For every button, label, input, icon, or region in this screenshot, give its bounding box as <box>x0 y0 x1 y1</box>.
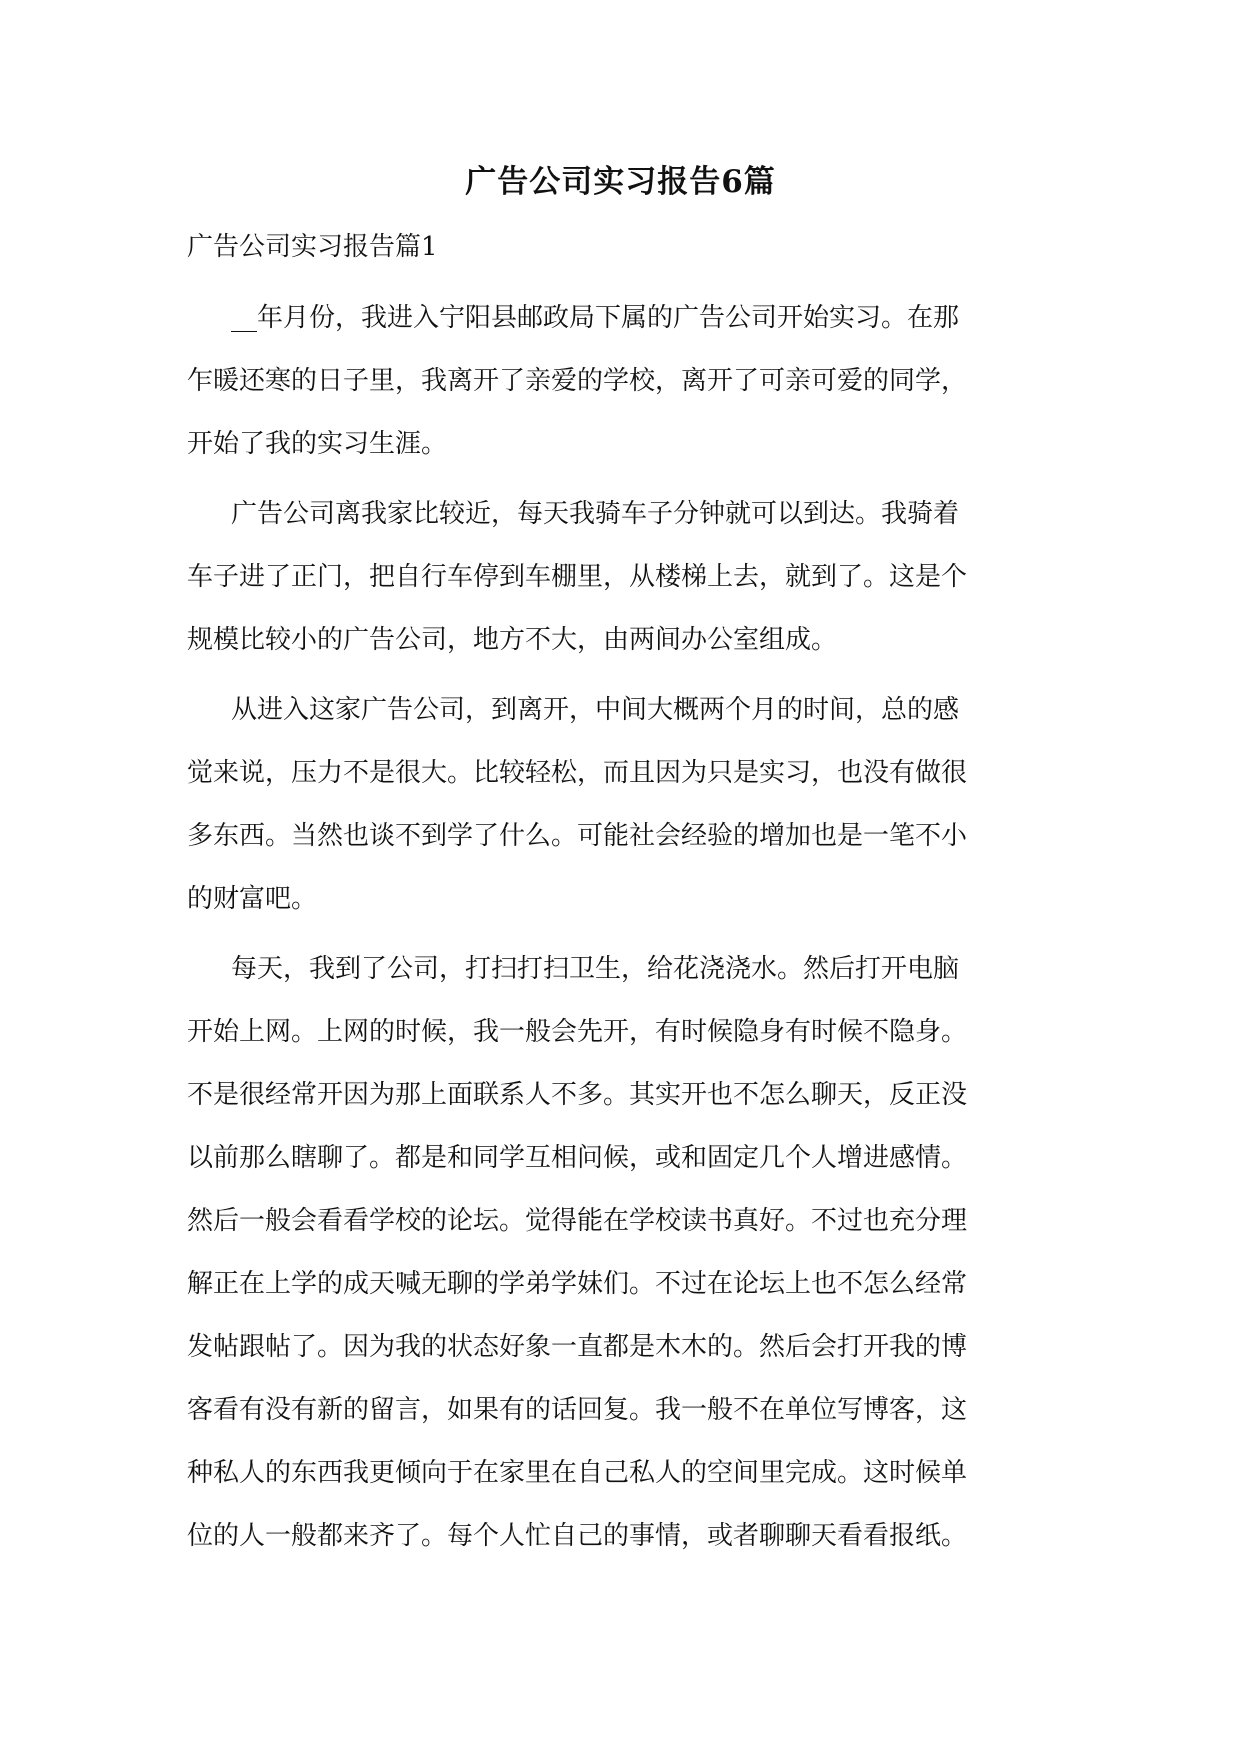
paragraph-line: 每天，我到了公司，打扫打扫卫生，给花浇浇水。然后打开电脑 <box>231 954 960 984</box>
paragraph-line: 以前那么瞎聊了。都是和同学互相问候，或和固定几个人增进感情。 <box>187 1143 968 1173</box>
document-body <box>187 287 1057 1575</box>
paragraph <box>187 483 1057 672</box>
paragraph <box>187 938 1057 1568</box>
paragraph-line: 规模比较小的广告公司，地方不大，由两间办公室组成。 <box>187 625 838 655</box>
paragraph-line: 发帖跟帖了。因为我的状态好象一直都是木木的。然后会打开我的博 <box>187 1332 968 1362</box>
paragraph-line: 客看有没有新的留言，如果有的话回复。我一般不在单位写博客，这 <box>187 1395 968 1425</box>
paragraph-line: 从进入这家广告公司，到离开，中间大概两个月的时间，总的感 <box>231 695 960 725</box>
paragraph-line: 然后一般会看看学校的论坛。觉得能在学校读书真好。不过也充分理 <box>187 1206 968 1236</box>
paragraph <box>187 679 1057 931</box>
paragraph-line: 位的人一般都来齐了。每个人忙自己的事情，或者聊聊天看看报纸。 <box>187 1521 968 1551</box>
paragraph-line: 乍暖还寒的日子里，我离开了亲爱的学校，离开了可亲可爱的同学， <box>187 366 968 396</box>
document-title: 广告公司实习报告6篇 <box>465 164 776 200</box>
paragraph-line: 觉来说，压力不是很大。比较轻松，而且因为只是实习，也没有做很 <box>187 758 968 788</box>
paragraph-line: 车子进了正门，把自行车停到车棚里，从楼梯上去，就到了。这是个 <box>187 562 968 592</box>
paragraph-line: __年月份，我进入宁阳县邮政局下属的广告公司开始实习。在那 <box>231 303 960 333</box>
paragraph-line: 多东西。当然也谈不到学了什么。可能社会经验的增加也是一笔不小 <box>187 821 968 851</box>
paragraph <box>187 287 1057 476</box>
paragraph-line: 解正在上学的成天喊无聊的学弟学妹们。不过在论坛上也不怎么经常 <box>187 1269 968 1299</box>
paragraph-line: 开始了我的实习生涯。 <box>187 429 448 459</box>
paragraph-line: 不是很经常开因为那上面联系人不多。其实开也不怎么聊天，反正没 <box>187 1080 968 1110</box>
section-heading: 广告公司实习报告篇1 <box>187 232 438 262</box>
paragraph-line: 的财富吧。 <box>187 884 318 914</box>
paragraph-line: 广告公司离我家比较近，每天我骑车子分钟就可以到达。我骑着 <box>231 499 960 529</box>
paragraph-line: 种私人的东西我更倾向于在家里在自己私人的空间里完成。这时候单 <box>187 1458 968 1488</box>
paragraph-line: 开始上网。上网的时候，我一般会先开，有时候隐身有时候不隐身。 <box>187 1017 968 1047</box>
